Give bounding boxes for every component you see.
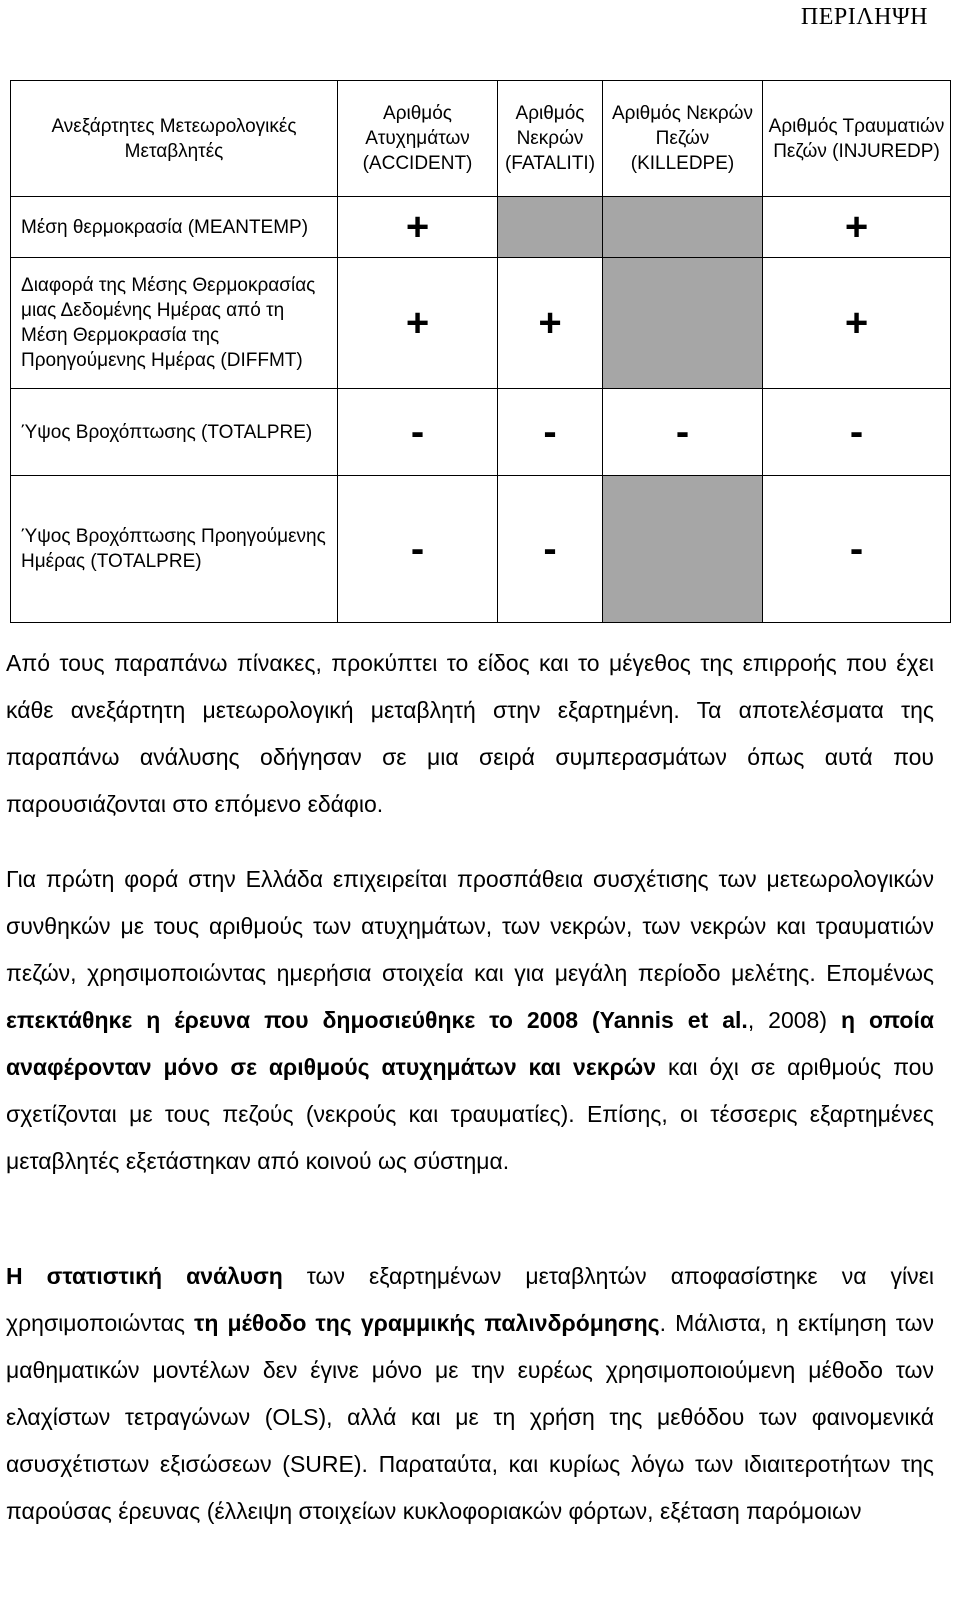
paragraph-novelty [6,856,934,1185]
sign-cell: - [498,389,603,476]
variable-label: Ύψος Βροχόπτωσης Προηγούμενης Ημέρας (TOTALPRE) [11,476,338,623]
sign-cell: - [763,389,951,476]
bold-text-run: η οποία αναφέρονταν μόνο σε αριθμούς ατυχημάτων και νεκρών [6,1007,934,1080]
bold-text-run: τη μέθοδο της γραμμικής παλινδρόμησης [194,1310,660,1336]
table-row [11,476,951,623]
variable-label: Μέση θερμοκρασία (MEANTEMP) [11,197,338,258]
column-header: Αριθμός Νεκρών Πεζών (KILLEDPE) [603,81,763,197]
sign-cell: + [498,258,603,389]
text-run: Για πρώτη φορά στην Ελλάδα επιχειρείται προσπάθεια συσχέτισης των μετεωρολογικών συνθηκών με τους αριθμούς των ατυχημάτων, των νεκρών, των νεκρών και τραυματιών πεζών, χρησιμοποιώντας ημερήσια στοιχεία και για μεγάλη περίοδο μελέτης. Επομένως [6,866,934,986]
paragraph-summary: Από τους παραπάνω πίνακες, προκύπτει το είδος και το μέγεθος της επιρροής που έχει κάθε ανεξάρτητη μετεωρολογική μεταβλητή στην εξαρτημένη. Τα αποτελέσματα της παραπάνω ανάλυσης οδήγησαν σε μια σειρά συμπερασμάτων όπως αυτά που παρουσιάζονται στο επόμενο εδάφιο. [6,650,934,817]
text-run: και όχι σε αριθμούς που σχετίζονται με τους πεζούς (νεκρούς και τραυματίες). Επίσης, οι τέσσερις εξαρτημένες μεταβλητές εξετάστηκαν από κοινού ως σύστημα. [6,1054,934,1174]
sign-cell: + [338,197,498,258]
text-run: . Μάλιστα, η εκτίμηση των μαθηματικών μοντέλων δεν έγινε μόνο με την ευρέως χρησιμοποιούμενη μέθοδο των ελαχίστων τετραγώνων (OLS), αλλά και με τη χρήση της μεθόδου των φαινομενικά ασυσχέτιστων εξισώσεων (SURE). Παραταύτα, και κυρίως λόγω των ιδιαιτεροτήτων της παρούσας έρευνας (έλλειψη στοιχείων κυκλοφοριακών φόρτων, εξέταση παρόμοιων [6,1310,934,1524]
shaded-cell [603,197,763,258]
shaded-cell [603,258,763,389]
bold-text-run: Η στατιστική ανάλυση [6,1263,283,1289]
text-run: των εξαρτημένων μεταβλητών αποφασίστηκε να γίνει χρησιμοποιώντας [6,1263,934,1336]
paragraph-method [6,1253,934,1535]
column-header: Ανεξάρτητες Μετεωρολογικές Μεταβλητές [11,81,338,197]
shaded-cell [498,197,603,258]
sign-cell: - [603,389,763,476]
column-header: Αριθμός Τραυματιών Πεζών (INJUREDP) [763,81,951,197]
variable-label: Διαφορά της Μέσης Θερμοκρασίας μιας Δεδομένης Ημέρας από τη Μέση Θερμοκρασία της Προηγούμενης Ημέρας (DIFFMT) [11,258,338,389]
sign-cell: - [498,476,603,623]
results-table [10,80,951,623]
variable-label: Ύψος Βροχόπτωσης (TOTALPRE) [11,389,338,476]
table-row [11,258,951,389]
column-header: Αριθμός Ατυχημάτων (ACCIDENT) [338,81,498,197]
sign-cell: + [338,258,498,389]
sign-cell: - [763,476,951,623]
sign-cell: - [338,389,498,476]
column-header: Αριθμός Νεκρών (FATALITI) [498,81,603,197]
table-header-row [11,81,951,197]
sign-cell: + [763,197,951,258]
table-row [11,389,951,476]
bold-text-run: επεκτάθηκε η έρευνα που δημοσιεύθηκε το 2008 (Yannis et al. [6,1007,748,1033]
page-header-title: ΠΕΡΙΛΗΨΗ [800,4,928,30]
table-row [11,197,951,258]
sign-cell: - [338,476,498,623]
text-run: , 2008) [747,1007,841,1033]
shaded-cell [603,476,763,623]
sign-cell: + [763,258,951,389]
